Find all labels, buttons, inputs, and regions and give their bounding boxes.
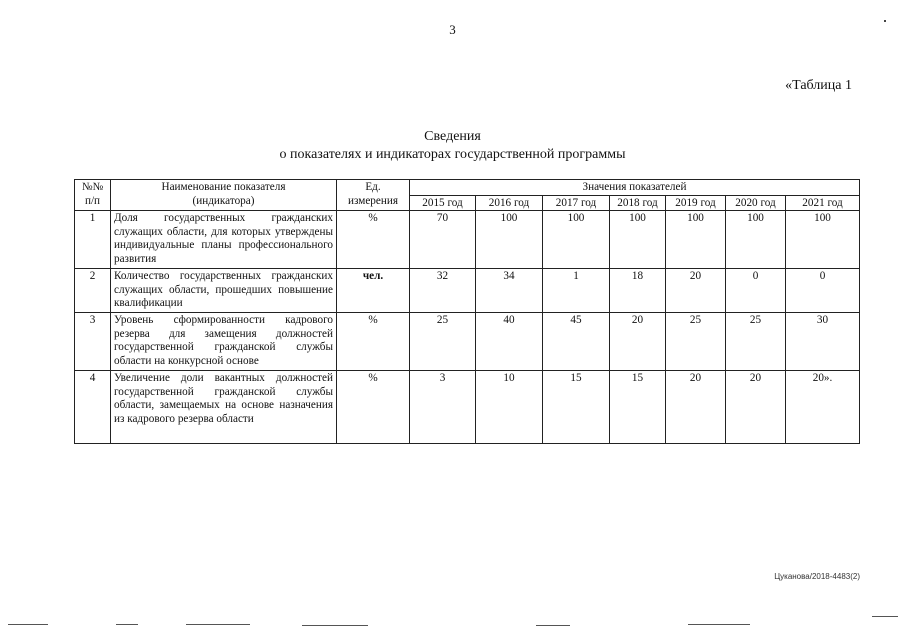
table-row <box>75 269 860 313</box>
table-row <box>75 211 860 269</box>
table-header <box>75 180 860 211</box>
unit-cell: % <box>337 313 410 371</box>
header-num-line2: п/п <box>84 194 101 207</box>
value-cell: 15 <box>543 371 610 444</box>
value-cell: 18 <box>610 269 666 313</box>
value-cell: 20 <box>666 371 726 444</box>
value-cell: 100 <box>476 211 543 269</box>
row-number: 3 <box>75 313 111 371</box>
header-year: 2018 год <box>610 195 666 211</box>
unit-cell: % <box>337 211 410 269</box>
header-row-1 <box>75 180 860 196</box>
value-cell: 1 <box>543 269 610 313</box>
header-num-line1: №№ <box>81 181 104 193</box>
indicator-name: Доля государственных гражданских служащих области, для которых утверждены индивидуальные планы профессионального развития <box>111 211 337 269</box>
value-cell: 32 <box>410 269 476 313</box>
value-cell: 100 <box>543 211 610 269</box>
header-year: 2019 год <box>666 195 726 211</box>
value-cell: 100 <box>610 211 666 269</box>
scan-artifact <box>116 624 138 625</box>
header-name-line1: Наименование показателя <box>161 181 286 193</box>
header-year: 2017 год <box>543 195 610 211</box>
table-body <box>75 211 860 444</box>
header-unit <box>337 180 410 211</box>
title-line-2: о показателях и индикаторах государственной программы <box>279 147 626 162</box>
value-cell: 70 <box>410 211 476 269</box>
table-row <box>75 371 860 444</box>
unit-cell: чел. <box>337 269 410 313</box>
header-year: 2015 год <box>410 195 476 211</box>
value-cell: 20 <box>666 269 726 313</box>
header-unit-line1: Ед. <box>365 181 381 193</box>
header-name-line2: (индикатора) <box>192 194 255 207</box>
scan-artifact <box>302 625 368 626</box>
value-cell: 3 <box>410 371 476 444</box>
footer-document-code: Цуканова/2018-4483(2) <box>774 572 860 581</box>
value-cell: 100 <box>726 211 786 269</box>
value-cell: 45 <box>543 313 610 371</box>
scan-artifact <box>8 624 48 625</box>
header-unit-line2: измерения <box>348 194 398 207</box>
value-cell: 40 <box>476 313 543 371</box>
scan-artifact <box>186 624 250 625</box>
value-cell: 100 <box>666 211 726 269</box>
title-line-1: Сведения <box>424 129 481 144</box>
value-cell: 30 <box>786 313 860 371</box>
value-cell: 25 <box>726 313 786 371</box>
value-cell: 10 <box>476 371 543 444</box>
scan-artifact <box>536 625 570 626</box>
header-year: 2016 год <box>476 195 543 211</box>
value-cell: 34 <box>476 269 543 313</box>
indicator-name: Увеличение доли вакантных должностей государственной гражданской службы области, замещаемых на основе назначения из кадрового резерва области <box>111 371 337 444</box>
header-num <box>75 180 111 211</box>
value-cell: 100 <box>786 211 860 269</box>
value-cell: 0 <box>786 269 860 313</box>
row-number: 2 <box>75 269 111 313</box>
value-cell: 25 <box>666 313 726 371</box>
table-label: «Таблица 1 <box>785 78 852 93</box>
row-number: 1 <box>75 211 111 269</box>
value-cell: 0 <box>726 269 786 313</box>
unit-cell: % <box>337 371 410 444</box>
header-year: 2020 год <box>726 195 786 211</box>
document-title <box>0 128 905 164</box>
header-year: 2021 год <box>786 195 860 211</box>
indicator-name: Количество государственных гражданских служащих области, прошедших повышение квалификации <box>111 269 337 313</box>
value-cell: 15 <box>610 371 666 444</box>
header-name <box>111 180 337 211</box>
value-cell: 20». <box>786 371 860 444</box>
value-cell: 20 <box>610 313 666 371</box>
value-cell: 25 <box>410 313 476 371</box>
indicators-table <box>74 179 860 444</box>
value-cell: 20 <box>726 371 786 444</box>
page-number: 3 <box>449 22 456 37</box>
table-row <box>75 313 860 371</box>
row-number: 4 <box>75 371 111 444</box>
indicator-name: Уровень сформированности кадрового резерва для замещения должностей государственной гражданской службы области на конкурсной основе <box>111 313 337 371</box>
scan-artifact <box>884 20 886 22</box>
scan-artifact <box>872 616 898 617</box>
header-values-group: Значения показателей <box>410 180 860 196</box>
scan-artifact <box>688 624 750 625</box>
